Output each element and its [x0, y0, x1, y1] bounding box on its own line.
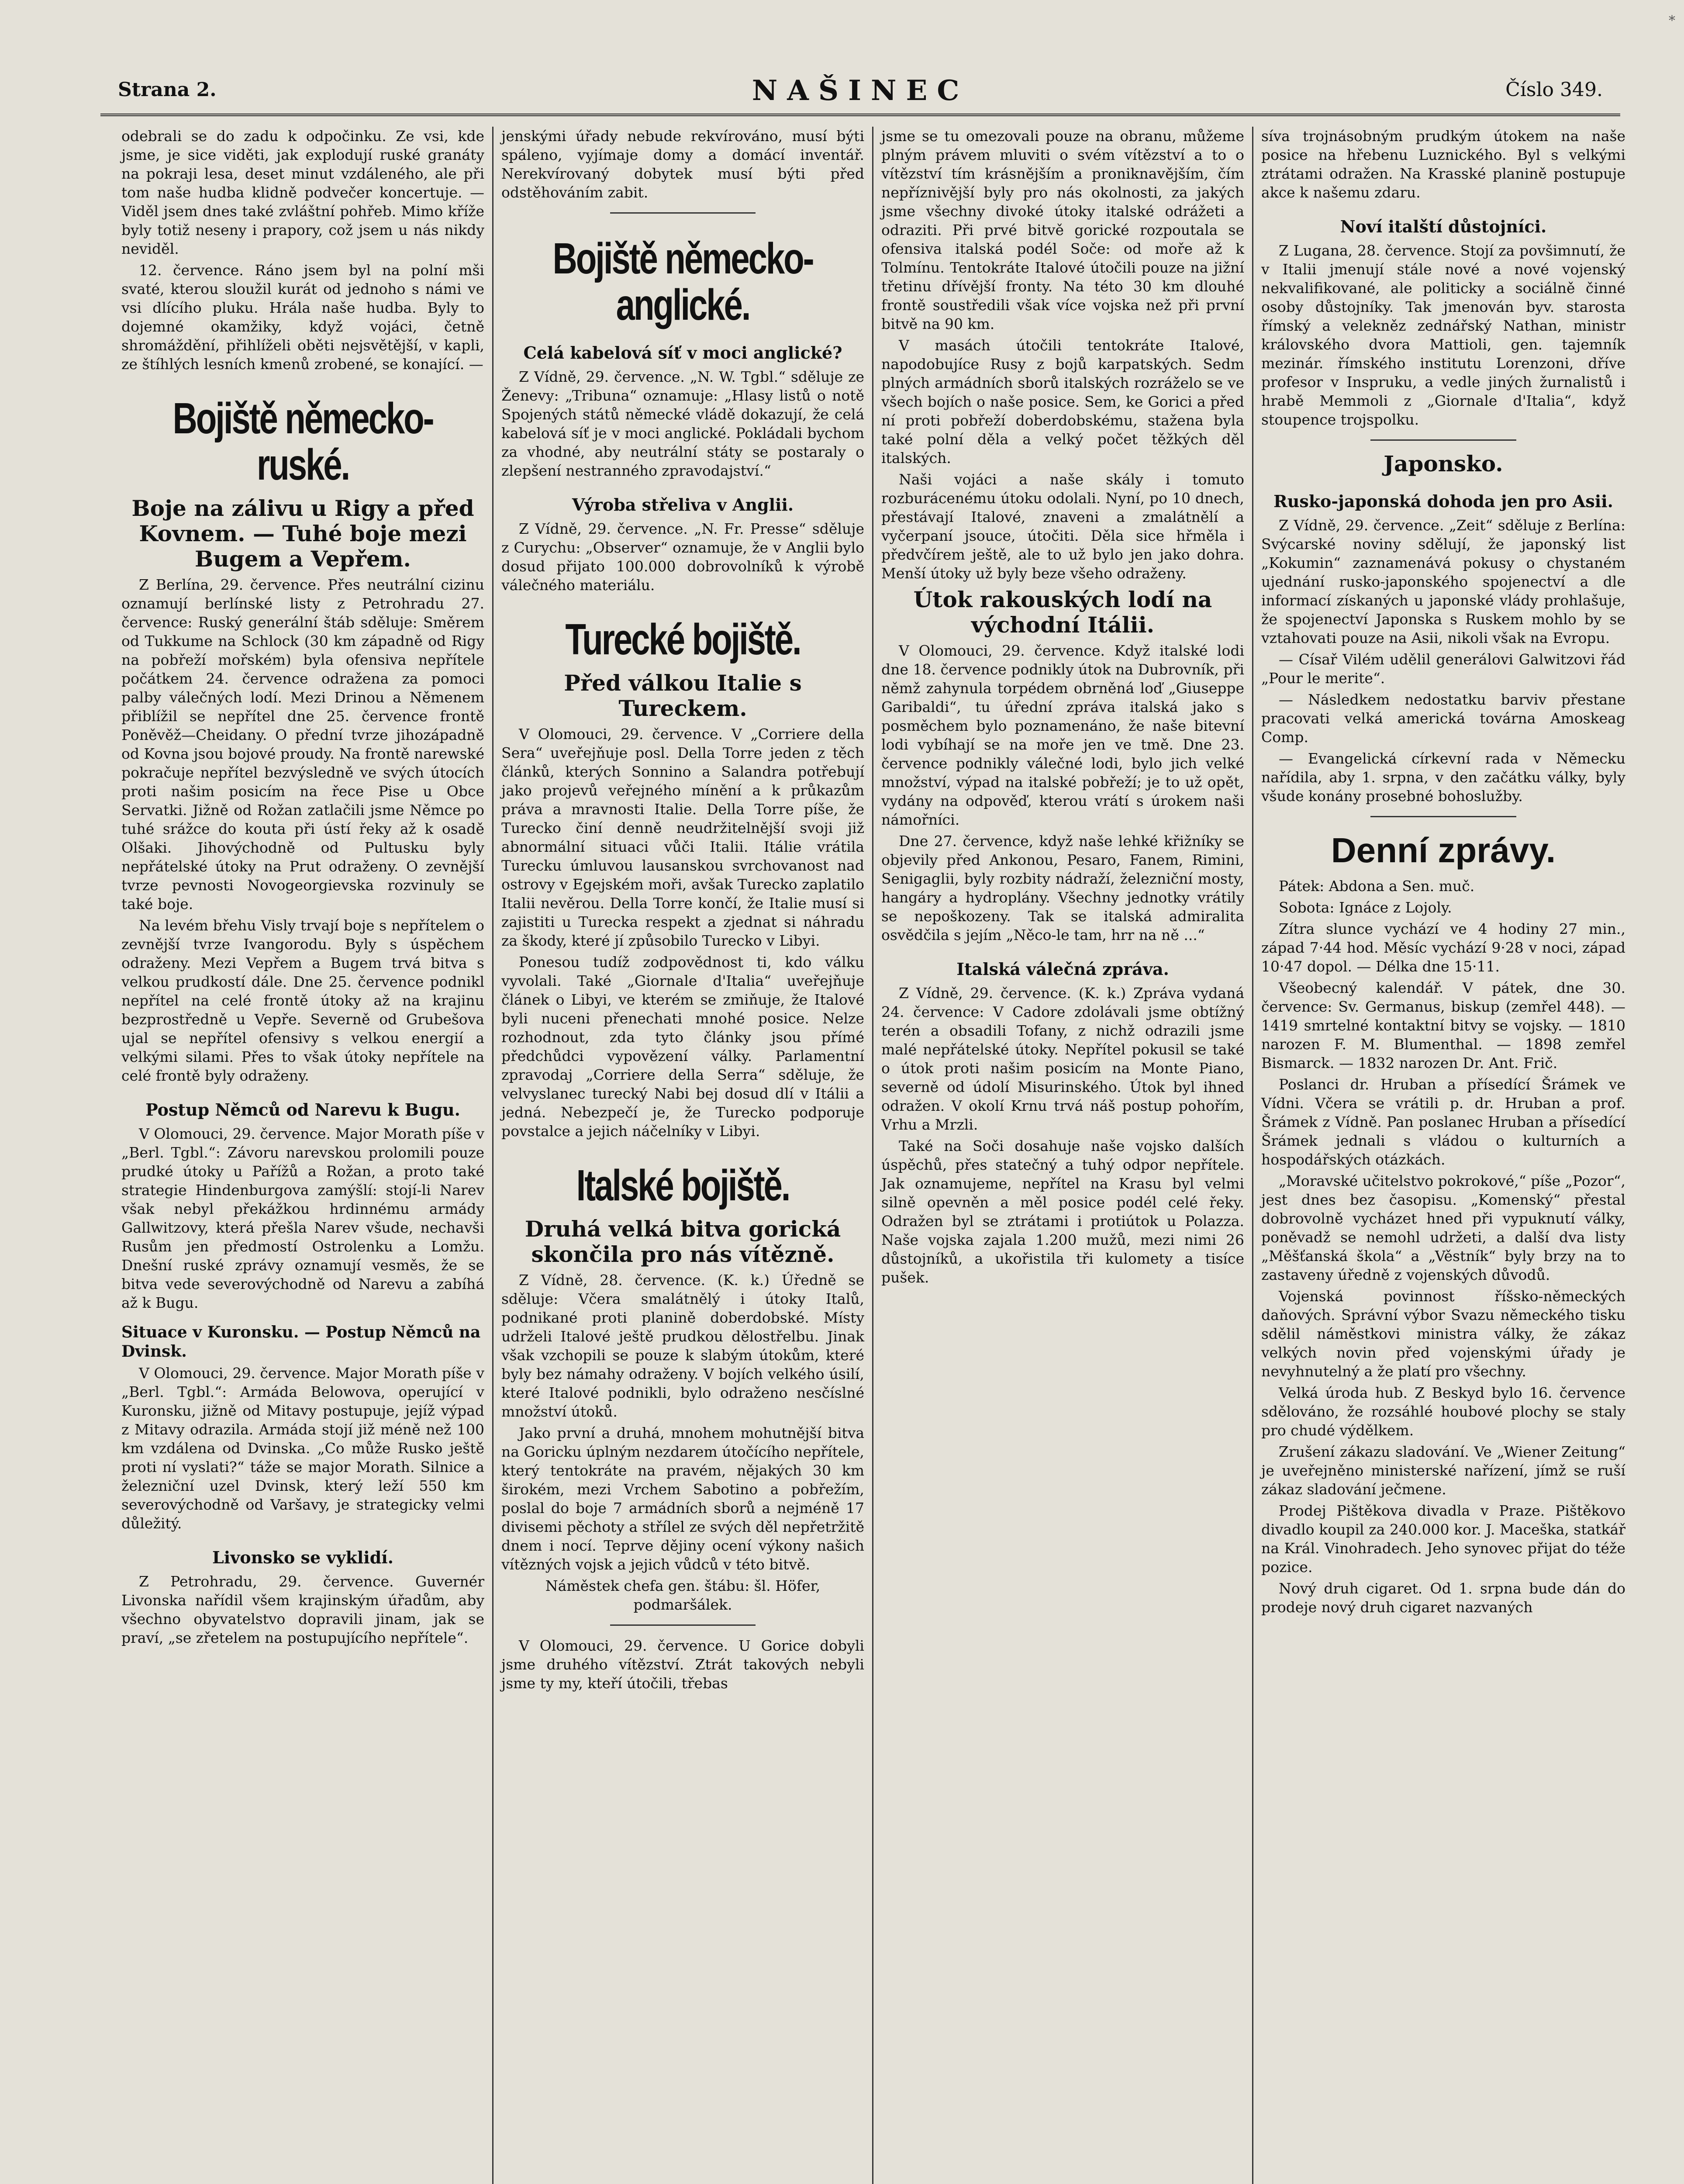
article-headline: Před válkou Italie s Tureckem. — [564, 670, 802, 721]
section-heading: Japonsko. — [1384, 451, 1503, 477]
article-text: Z Vídně, 29. července. „N. W. Tgbl.“ sděluje ze Ženevy: „Tribuna“ oznamuje: „Hlasy listů o notě Spojených států německé vládě dokazují, že celá kabelová síť je v moci anglické. Pokládali bychom za vhodné, aby neutrální státy se postaraly o zlepšení nestranného zpravodajství.“ — [501, 368, 864, 479]
article-text: jenskými úřady nebude rekvírováno, musí býti spáleno, vyjímaje domy a domácí inventář. Nerekvírovaný dobytek musí býti před odstěhováním zabit. — [501, 128, 864, 201]
calendar-line: Pátek: Abdona a Sen. muč. — [1279, 878, 1475, 895]
section-heading: Italské bojiště. — [576, 1161, 790, 1210]
article-headline: Výroba střeliva v Anglii. — [572, 495, 794, 515]
article-text: V Olomouci, 29. července. Major Morath píše v „Berl. Tgbl.“: Závoru narevskou prolomili pouze prudké útoky u Pařížů a Rožan, a proto také strategie Hindenburgova zamýšlí: stojí-li Narev však nebyl překážkou hrdinnému armády Gallwitzovy, která přešla Narev všude, nechavši Rusům jen předmostí Ostrolenku a Lomžu. Dnešní ruské zprávy oznamují vesměs, že se bitva vede severovýchodně od Narevu a zabíhá až k Bugu. — [121, 1125, 484, 1311]
article-text: V Olomouci, 29. července. Když italské lodi dne 18. července podnikly útok na Dubrovník, při němž zahynula torpédem obrněná loď „Giuseppe Garibaldi“, tu úřední zpráva italská jako s posměchem bylo poznamenáno, že naše bitevní lodi vybíhají se na moře jen ve tmě. Dne 23. července podnikly válečné lodi, bylo jich velké množství, výpad na italské pobřeží; je to už opět, vydány na odpověď, kterou vrátí s úrokem naši námořníci. — [881, 642, 1244, 828]
article-headline: Noví italští důstojníci. — [1340, 217, 1547, 236]
article-text: V Olomouci, 29. července. U Gorice dobyli jsme druhého vítězství. Ztrát takových nebyli jsme ty my, kteří útočili, třebas — [501, 1637, 864, 1692]
calendar-line: Sobota: Ignáce z Lojoly. — [1279, 899, 1452, 916]
article-text: Dne 27. července, když naše lehké křižníky se objevily před Ankonou, Pesaro, Fanem, Rimini, Senigaglii, byly rozbity nádraží, železniční mosty, hangáry a hydroplány. Všechny jednotky vrátily se nepoškozeny. Tak se italská admiralita osvědčila s jejím „Něco-le tam, hrr na ně ...“ — [881, 833, 1244, 943]
article-headline: Postup Němců od Narevu k Bugu. — [145, 1100, 460, 1120]
article-text: Ponesou tudíž zodpovědnost ti, kdo válku vyvolali. Také „Giornale d'Italia“ uveřejňuje článek o Libyi, ve kterém se zmiňuje, že Italové byli nuceni přenechati mnohé posice. Nelze rozhodnout, zda tyto články jsou přímé předchůdci vypovězení války. Parlamentní zpravodaj „Corriere della Serra“ sděluje, že velvyslanec turecký Nabi bej dosud dlí v Itálii a jedná. Nebezpečí je, že Turecko podporuje povstalce a jejich náčelníky v Libyi. — [501, 954, 864, 1140]
news-item: — Císař Vilém udělil generálovi Galwitzovi řád „Pour le merite“. — [1261, 651, 1625, 687]
column-3 — [873, 127, 1253, 2184]
section-heading: Denní zprávy. — [1331, 831, 1556, 870]
article-text: odebrali se do zadu k odpočinku. Ze vsi, kde jsme, je sice viděti, jak explodují ruské granáty na pokraji lesa, deset minut vzdáleného, ale při tom naše hudba klidně podvečer koncertuje. — Viděl jsem dnes také zvláštní pohřeb. Mimo kříže byly totiž neseny i prapory, což jsem u nás nikdy neviděl. — [121, 128, 484, 257]
article-text: síva trojnásobným prudkým útokem na naše posice na hřebenu Luznického. Byl s velkými ztrátami odražen. Na Krasské planině postupuje akce k našemu zdaru. — [1261, 128, 1625, 201]
divider — [610, 1624, 755, 1626]
article-text: Všeobecný kalendář. V pátek, dne 30. července: Sv. Germanus, biskup (zemřel 448). — 1419 smrtelné kontaktní bitvy se vojsky. — 1810 narozen F. M. Blumenthal. — 1898 zemřel Bismarck. — 1832 narozen Dr. Ant. Frič. — [1261, 979, 1625, 1071]
signature: Náměstek chefa gen. štábu: šl. Höfer, podmaršálek. — [545, 1577, 821, 1613]
masthead-title: NAŠINEC — [752, 74, 969, 107]
column-4 — [1253, 127, 1633, 2184]
article-text: Naši vojáci a naše skály i tomuto rozburácenému útoku odolali. Nyní, po 10 dnech, přestávají Italové, znaveni a zmalátnělí a vyčerpaní jsouce, útočiti. Děla sice hřměla i předvčírem ještě, ale to už bylo jen jako dohra. Menší útoky už byly beze všeho odraženy. — [881, 471, 1244, 582]
article-text: Z Petrohradu, 29. července. Guvernér Livonska nařídil všem krajinským úřadům, aby všechno obyvatelstvo dopravili jinam, jak se praví, „se zřetelem na postupujícího nepřítele“. — [121, 1573, 484, 1646]
article-text: Prodej Pištěkova divadla v Praze. Pištěkovo divadlo koupil za 240.000 kor. J. Maceška, statkář na Král. Vinohradech. Jeho synovec přijat do téže pozice. — [1261, 1502, 1625, 1576]
article-headline: Útok rakouských lodí na východní Itálii. — [913, 587, 1212, 638]
margin-mark: * — [1669, 13, 1675, 28]
article-text: Z Vídně, 28. července. (K. k.) Úředně se sděluje: Včera smalátnělý i útoky Italů, podnikané proti planině doberdobské. Místy udrželi Italové ještě prudkou dělostřelbu. Jinak však vzchopili se pouze k slabým útokům, které byly bez námahy odraženy. V bojích velkého úsilí, které Italové podnikli, bylo odraženo nesčíslné množství útoků. — [501, 1272, 864, 1420]
article-text: V Olomouci, 29. července. Major Morath píše v „Berl. Tgbl.“: Armáda Belowova, operující v Kuronsku, jižně od Mitavy postupuje, jejíž výpad z Mitavy odrazila. Armáda stojí již méně než 100 km vzdálena od Dvinska. „Co může Rusko ještě proti ní vyslati?“ táže se major Morath. Silnice a železniční uzel Dvinsk, který leží 550 km severovýchodně od Varšavy, je strategicky velmi důležitý. — [121, 1365, 484, 1532]
article-text: Na levém břehu Visly trvají boje s nepřítelem o zevnější tvrze Ivangorodu. Byly s úspěchem odraženy. Mezi Vepřem a Bugem trvá bitva s velkou prudkostí dále. Dne 25. července podnikl nepřítel na celé frontě útoky až na krajinu bezprostředně u Vepře. Severně od Grubešova ujal se nepřítel ofensivy s velkou energií a velkými silami. Přes to však útoky nepřítele na celé frontě byly odraženy. — [121, 917, 484, 1084]
article-text: Také na Soči dosahuje naše vojsko dalších úspěchů, přes statečný a tuhý odpor nepřítele. Jak oznamujeme, nepřítel na Krasu byl velmi silně opevněn a měl posice podél celé řeky. Odražen byl se ztrátami i protiútok u Polazza. Naše vojska zajala 1.200 mužů, mezi nimi 26 důstojníků, a ukořistila tři kulomety a tisíce pušek. — [881, 1137, 1244, 1286]
divider — [1370, 816, 1516, 817]
page-header — [100, 74, 1620, 122]
article-text: jsme se tu omezovali pouze na obranu, můžeme plným právem mluviti o svém vítězství a to o vítězství tím krásnějším a proniknavějším, čím nepříznivější byly pro nás okolnosti, za jakých jsme všechny divoké útoky italské odrážeti a odraziti. Při prvé bitvě gorické rozpoutala se ofensiva italská podél Soče: od moře až k Tolmínu. Tentokráte Italové útočili pouze na jižní třetinu dřívější fronty. Na této 30 km dlouhé frontě soustředili však více vojska než při první bitvě na 90 km. — [881, 128, 1244, 332]
article-text: 12. července. Ráno jsem byl na polní mši svaté, kterou sloužil kurát od jednoho s námi ve vsi dlícího pluku. Hrála naše hudba. Byly to dojemné okamžiky, když vojáci, četně shromáždění, přihlíželi oběti nejsvětější, v kapli, ze štíhlých lesních kmenů zrobené, se konající. — — [121, 262, 484, 373]
news-item: — Evangelická církevní rada v Německu nařídila, aby 1. srpna, v den začátku války, byly všude konány prosebné bohoslužby. — [1261, 750, 1625, 805]
divider — [1370, 439, 1516, 441]
article-headline: Situace v Kuronsku. — Postup Němců na Dvinsk. — [121, 1323, 481, 1361]
article-text: V masách útočili tentokráte Italové, napodobujíce Rusy z bojů karpatských. Sedm plných armádních sborů italských rozráželo se ve všech bojích o naše posice. Sem, ke Gorici a před ní proti pobřeží doberdobskému, stažena byla také polní děla a velký počet těžkých děl italských. — [881, 337, 1244, 467]
news-item: — Následkem nedostatku barviv přestane pracovati velká americká továrna Amoskeag Comp. — [1261, 691, 1625, 746]
article-text: Nový druh cigaret. Od 1. srpna bude dán do prodeje nový druh cigaret nazvaných — [1261, 1580, 1625, 1616]
article-headline: Druhá velká bitva gorická skončila pro nás vítězně. — [525, 1216, 841, 1267]
article-headline: Italská válečná zpráva. — [956, 959, 1169, 979]
divider — [610, 212, 755, 214]
article-headline: Livonsko se vyklidí. — [212, 1548, 393, 1567]
header-rule — [100, 114, 1620, 116]
article-text: Z Vídně, 29. července. „N. Fr. Presse“ sděluje z Curychu: „Observer“ oznamuje, že v Anglii bylo dosud přijato 100.000 dobrovolníků k výrobě válečného materiálu. — [501, 520, 864, 594]
newspaper-columns — [114, 127, 1633, 2184]
column-1 — [114, 127, 493, 2184]
article-text: Vojenská povinnost říšsko-německých daňových. Správní výbor Svazu německého tisku sdělil náměstkovi ministra války, že zákaz velkých novin před vojenskými úřady je nevyhnutelný a že platí pro všechny. — [1261, 1288, 1625, 1380]
calendar-line: Zítra slunce vychází ve 4 hodiny 27 min., západ 7·44 hod. Měsíc vychází 9·28 v noci, západ 10·47 dopol. — Délka dne 15·11. — [1261, 920, 1625, 975]
article-text: Z Lugana, 28. července. Stojí za povšimnutí, že v Italii jmenují stále nové a nové vojenský nekvalifikované, ale politicky a sociálně činné osoby důstojníky. Tak jmenován byv. starosta římský a velekněz zednářský Nathan, ministr královského dvora Mattioli, gen. tajemník mezinár. římského institutu Lorenzoni, dříve profesor v Inspruku, a vedle jiných žurnalistů i hrabě Memmoli z „Giornale d'Italia“, když stoupence trojspolku. — [1261, 242, 1625, 428]
column-2 — [493, 127, 873, 2184]
article-text: Zrušení zákazu sladování. Ve „Wiener Zeitung“ je uveřejněno ministerské nařízení, jímž se ruší zákaz sladování ječmene. — [1261, 1443, 1625, 1498]
article-text: Velká úroda hub. Z Beskyd bylo 16. července sdělováno, že rozsáhlé houbové plochy se staly pro chudé výdělkem. — [1261, 1384, 1625, 1439]
page-number: Strana 2. — [118, 79, 217, 101]
article-headline: Celá kabelová síť v moci anglické? — [523, 343, 842, 363]
article-headline: Rusko-japonská dohoda jen pro Asii. — [1273, 491, 1613, 511]
article-text: Z Berlína, 29. července. Přes neutrální cizinu oznamují berlínské listy z Petrohradu 27. července: Ruský generální štáb sděluje: Směrem od Tukkume na Schlock (30 km západně od Rigy na pobřeží mořském) byla ofensiva nepřítele počátkem 24. července odražena za pomoci palby válečných lodí. Mezi Drinou a Němenem přiblížil se nepřítel dne 25. července frontě Poněvěž—Cheidany. O přední tvrze jihozápadně od Kovna jsou bojové proudy. Na frontě narewské pokračuje nepřítel bezvýsledně ve svých útocích proti našim posicím na řece Pise u Obce Servatki. Jižně od Rožan zatlačili jsme Němce po tuhé srážce do kouta při ústí řeky až k osadě Olšaki. Jihovýchodně od Pultusku byly nepřátelské útoky na Prut odraženy. O zevnější tvrze pevnosti Novogeorgievska rozvinuly se také boje. — [121, 576, 484, 912]
section-heading: Bojiště německo-ruské. — [173, 394, 433, 489]
section-heading: Bojiště německo-anglické. — [552, 234, 813, 329]
article-headline: Boje na zálivu u Rigy a před Kovnem. — Tuhé boje mezi Bugem a Vepřem. — [131, 495, 474, 572]
article-text: V Olomouci, 29. července. V „Corriere della Sera“ uveřejňuje posl. Della Torre jeden z těch článků, kterých Sonnino a Salandra potřebují jako projevů veřejného mínění a k průkazům práva a mravnosti Italie. Della Torre píše, že Turecko činí denně neudržitelnější svoji již abnormální situaci vůči Italii. Itálie vrátila Turecku úmluvou lausanskou svrchovanost nad ostrovy v Egejském moři, avšak Turecko zaplatilo Italii nevěrou. Della Torre končí, že Italie musí si zajistiti u Turecka respekt a zjednat si náhradu za škody, které jí způsobilo Turecko v Libyi. — [501, 726, 864, 949]
article-text: Jako první a druhá, mnohem mohutnější bitva na Goricku úplným nezdarem útočícího nepřítele, který tentokráte na pravém, nějakých 30 km širokém, mezi Vrchem Sabotino a pobřežím, poslal do boje 7 armádních sborů a nejméně 17 divisemi pěchoty a střílel ze svých děl nepřetržitě dnem i nocí. Teprve dějiny ocení výkony našich vítězných vojsk a jejich vůdců v této bitvě. — [501, 1424, 864, 1573]
article-text: „Moravské učitelstvo pokrokové,“ píše „Pozor“, jest dnes bez časopisu. „Komenský“ přestal dobrovolně vycházet hned při vypuknutí války, poněvadž se nemohl udržeti, a další dva listy „Měšťanská škola“ a „Věstník“ byly brzy na to zastaveny úředně z vojenských důvodů. — [1261, 1172, 1625, 1283]
article-text: Z Vídně, 29. července. (K. k.) Zpráva vydaná 24. července: V Cadore zdolávali jsme obtížný terén a obsadili Tofany, z nichž odrazili jsme malé nepřátelské útoky. Nepřítel pokusil se také o útok proti našim posicím na Monte Piano, severně od údolí Misurinského. Útok byl ihned odražen. V okolí Krnu trvá náš postup pohořím, Vrhu a Mrzli. — [881, 985, 1244, 1133]
section-heading: Turecké bojiště. — [565, 615, 801, 664]
issue-number: Číslo 349. — [1505, 79, 1603, 101]
article-text: Poslanci dr. Hruban a přísedící Šrámek ve Vídni. Včera se vrátili p. dr. Hruban a prof. Šrámek z Vídně. Pan poslanec Hruban a přísedící Šrámek jednali s vládou o kulturních a hospodářských otázkách. — [1261, 1076, 1625, 1168]
article-text: Z Vídně, 29. července. „Zeit“ sděluje z Berlína: Svýcarské noviny sdělují, že japonský list „Kokumin“ zaznamenává pokusy o chystaném ujednání rusko-japonského spojenectví a dle informací získaných u japonské vlády prohlašuje, že spojenectví Japonska s Ruskem mohlo by se vztahovati pouze na Asii, nikoli však na Evropu. — [1261, 517, 1625, 646]
